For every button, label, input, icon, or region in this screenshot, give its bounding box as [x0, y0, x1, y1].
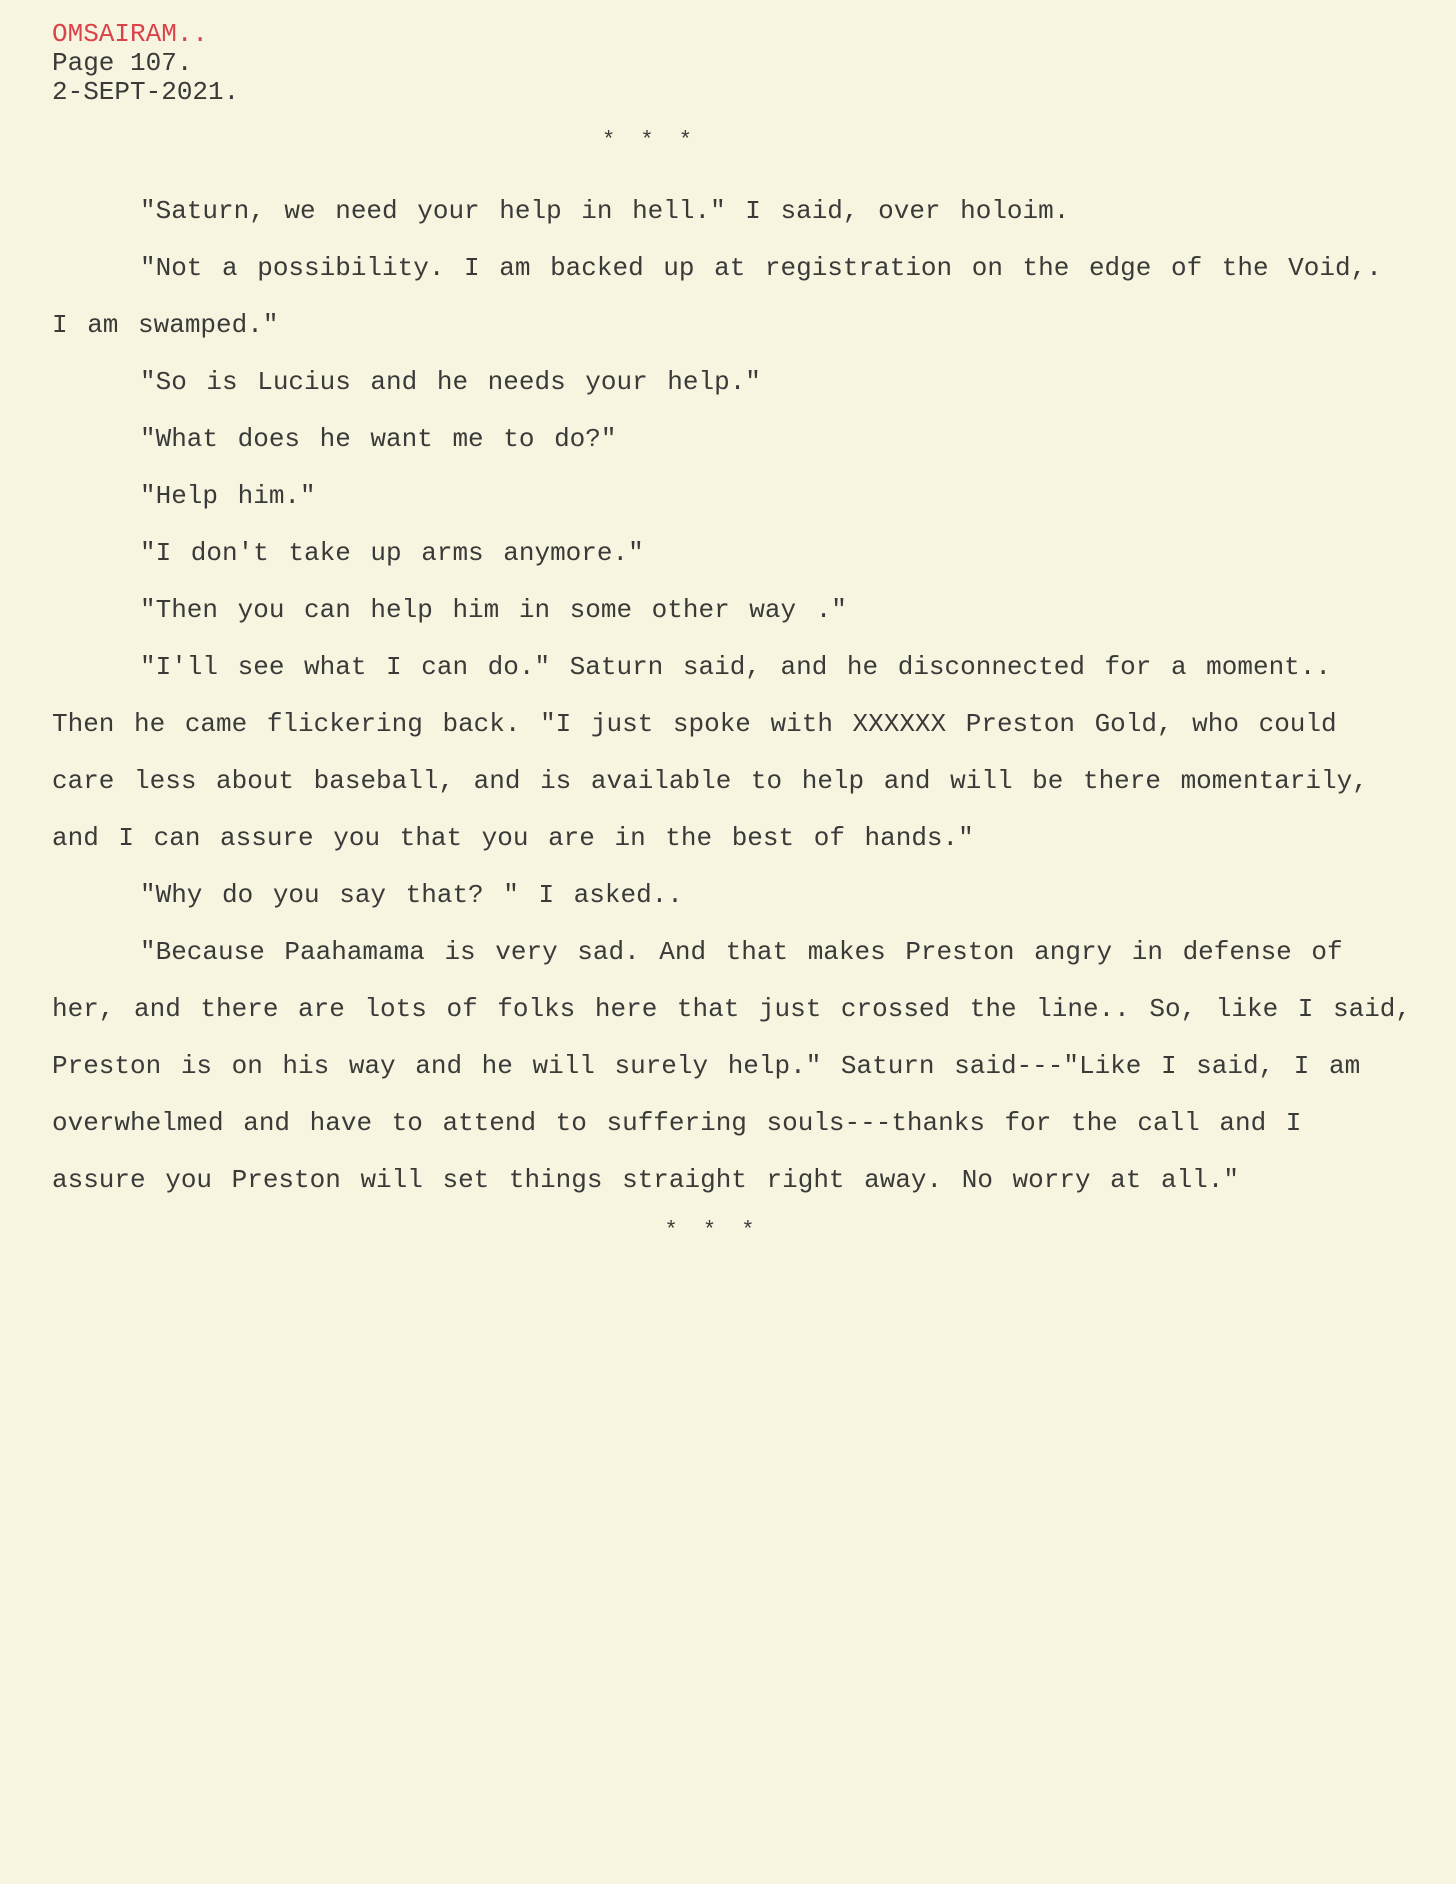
text-line: "Help him.": [140, 481, 316, 511]
text-line: Then he came flickering back. "I just spoke with XXXXXX Preston Gold, who could: [52, 709, 1337, 739]
section-separator-top: * * *: [601, 128, 698, 153]
text-line: care less about baseball, and is available to help and will be there momentarily,: [52, 766, 1368, 796]
header-date: 2-SEPT-2021.: [52, 77, 240, 107]
text-line: "What does he want me to do?": [140, 424, 617, 454]
text-line: Preston is on his way and he will surely help." Saturn said---"Like I said, I am: [52, 1051, 1361, 1081]
text-line: overwhelmed and have to attend to suffering souls---thanks for the call and I: [52, 1108, 1302, 1138]
text-line: "I don't take up arms anymore.": [140, 538, 644, 568]
body-text: [52, 183, 1452, 1209]
text-line: "Saturn, we need your help in hell." I said, over holoim.: [140, 196, 1070, 226]
header-om-line: OMSAIRAM..: [52, 19, 209, 49]
text-line: her, and there are lots of folks here that just crossed the line.. So, like I said,: [52, 994, 1412, 1024]
page-header: [52, 20, 239, 107]
text-line: and I can assure you that you are in the best of hands.": [52, 823, 974, 853]
text-line: "Because Paahamama is very sad. And that makes Preston angry in defense of: [140, 937, 1343, 967]
section-separator-bottom: * * *: [664, 1218, 761, 1243]
text-line: "Then you can help him in some other way .": [140, 595, 847, 625]
text-line: "Not a possibility. I am backed up at registration on the edge of the Void,.: [140, 253, 1382, 283]
text-line: "So is Lucius and he needs your help.": [140, 367, 761, 397]
header-page-number: Page 107.: [52, 48, 193, 78]
text-line: assure you Preston will set things straight right away. No worry at all.": [52, 1165, 1239, 1195]
text-line: "Why do you say that? " I asked..: [140, 880, 683, 910]
text-line: "I'll see what I can do." Saturn said, and he disconnected for a moment..: [140, 652, 1331, 682]
text-line: I am swamped.": [52, 310, 279, 340]
